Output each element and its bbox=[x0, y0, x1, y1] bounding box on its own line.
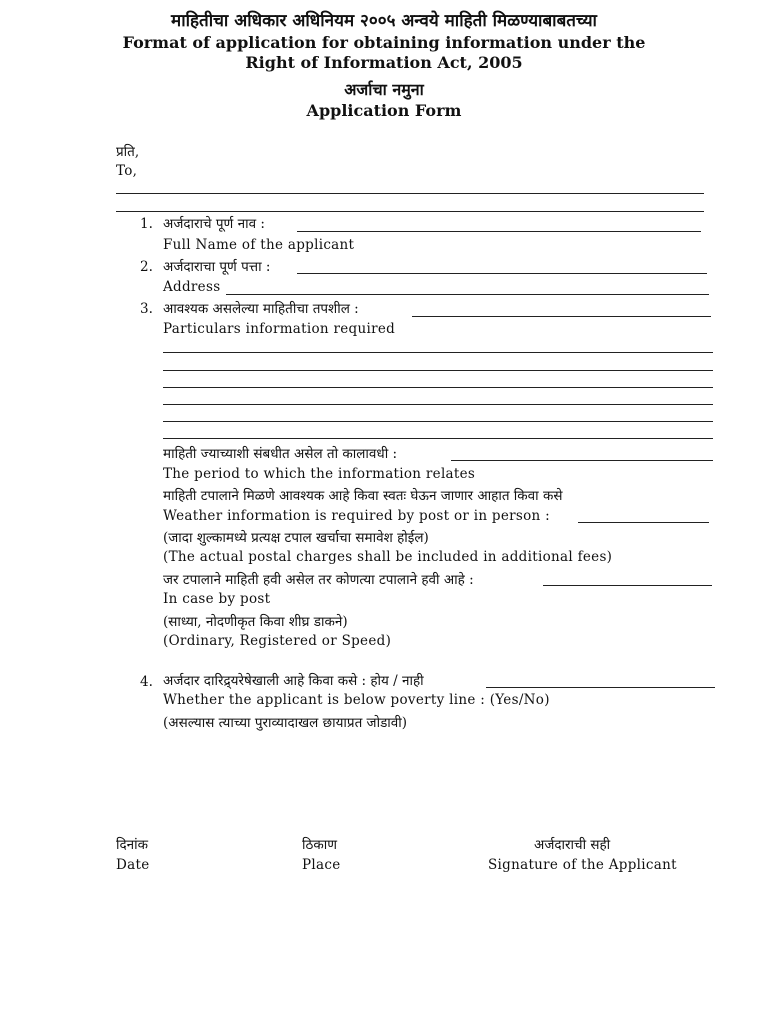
full-name-label-en: Full Name of the applicant bbox=[163, 237, 355, 253]
place-label-mr: ठिकाण bbox=[302, 837, 337, 853]
info-particulars-field-3[interactable] bbox=[163, 387, 713, 388]
title-english-line-2: Right of Information Act, 2005 bbox=[245, 53, 523, 72]
info-particulars-label-mr: आवश्यक असलेल्या माहितीचा तपशील : bbox=[163, 301, 359, 317]
period-field[interactable] bbox=[451, 460, 713, 461]
bpl-field[interactable] bbox=[486, 687, 715, 688]
full-name-field[interactable] bbox=[297, 231, 701, 232]
prati-label: प्रति, bbox=[116, 144, 140, 160]
post-type-options-mr: (साध्या, नोदणीकृत किवा शीघ्र डाकने) bbox=[163, 614, 348, 630]
info-particulars-label-en: Particulars information required bbox=[163, 321, 396, 337]
delivery-mode-label-mr: माहिती टपालाने मिळणे आवश्यक आहे किवा स्वतः घेऊन जाणार आहात किवा कसे bbox=[163, 488, 563, 504]
signature-label-en: Signature of the Applicant bbox=[488, 857, 677, 873]
item-number-4: 4. bbox=[140, 674, 153, 690]
address-label-mr: अर्जदाराचा पूर्ण पत्ता : bbox=[163, 259, 271, 275]
address-field-2[interactable] bbox=[226, 294, 709, 295]
item-number-2: 2. bbox=[140, 259, 153, 275]
period-label-en: The period to which the information relates bbox=[163, 466, 476, 482]
item-number-3: 3. bbox=[140, 301, 153, 317]
info-particulars-field-5[interactable] bbox=[163, 421, 713, 422]
info-particulars-field-1[interactable] bbox=[163, 352, 713, 353]
period-label-mr: माहिती ज्याच्याशी संबधीत असेल तो कालावधी : bbox=[163, 446, 398, 462]
address-field-1[interactable] bbox=[297, 273, 707, 274]
info-particulars-field-0[interactable] bbox=[412, 316, 711, 317]
post-type-field[interactable] bbox=[543, 585, 712, 586]
bpl-label-mr: अर्जदार दारिद्र्यरेषेखाली आहे किवा कसे : होय / नाही bbox=[163, 673, 424, 689]
date-label-mr: दिनांक bbox=[116, 837, 149, 853]
addressee-line-1[interactable] bbox=[116, 193, 704, 194]
place-label-en: Place bbox=[302, 857, 341, 873]
charges-note-en: (The actual postal charges shall be included in additional fees) bbox=[163, 549, 613, 565]
bpl-label-en: Whether the applicant is below poverty line : (Yes/No) bbox=[163, 692, 550, 708]
date-label-en: Date bbox=[116, 857, 150, 873]
delivery-mode-field[interactable] bbox=[578, 522, 709, 523]
delivery-mode-label-en: Weather information is required by post or in person : bbox=[163, 508, 550, 524]
post-type-options-en: (Ordinary, Registered or Speed) bbox=[163, 633, 392, 649]
to-label: To, bbox=[116, 163, 138, 179]
charges-note-mr: (जादा शुल्कामध्ये प्रत्यक्ष टपाल खर्चाचा समावेश होईल) bbox=[163, 530, 429, 546]
addressee-line-2[interactable] bbox=[116, 211, 704, 212]
post-type-question-en: In case by post bbox=[163, 591, 271, 607]
address-label-en: Address bbox=[163, 279, 221, 295]
full-name-label-mr: अर्जदाराचे पूर्ण नाव : bbox=[163, 216, 265, 232]
info-particulars-field-6[interactable] bbox=[163, 438, 713, 439]
item-number-1: 1. bbox=[140, 216, 153, 232]
info-particulars-field-2[interactable] bbox=[163, 370, 713, 371]
post-type-question-mr: जर टपालाने माहिती हवी असेल तर कोणत्या टपालाने हवी आहे : bbox=[163, 572, 474, 588]
bpl-proof-note-mr: (असल्यास त्याच्या पुराव्यादाखल छायाप्रत जोडावी) bbox=[163, 715, 408, 731]
form-name-marathi: अर्जाचा नमुना bbox=[344, 80, 424, 99]
info-particulars-field-4[interactable] bbox=[163, 404, 713, 405]
form-name-english: Application Form bbox=[306, 101, 462, 120]
title-marathi: माहितीचा अधिकार अधिनियम २००५ अन्वये माहिती मिळण्याबाबतच्या bbox=[171, 11, 597, 31]
signature-label-mr: अर्जदाराची सही bbox=[534, 837, 611, 853]
title-english-line-1: Format of application for obtaining information under the bbox=[122, 33, 646, 52]
